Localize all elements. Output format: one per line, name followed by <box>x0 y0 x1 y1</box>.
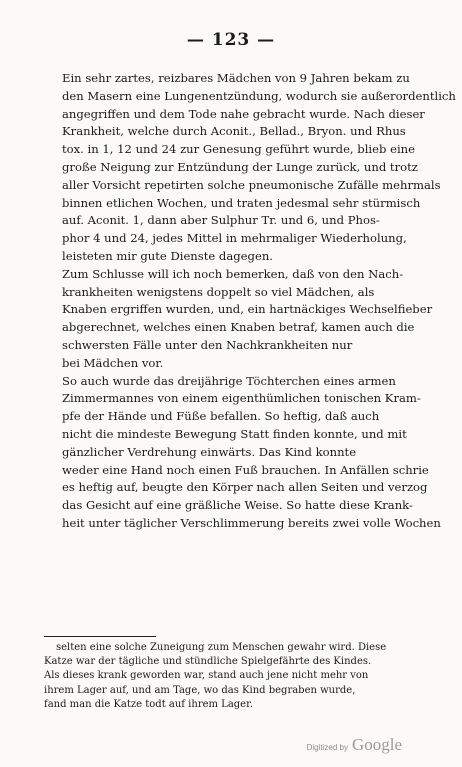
footnote <box>44 641 416 712</box>
footnote-divider <box>44 636 156 637</box>
footnote-line: fand man die Katze todt auf ihrem Lager. <box>44 698 253 710</box>
footnote-line: selten eine solche Zuneigung zum Menschen gewahr wird. Diese <box>56 642 387 653</box>
footnote-line: Als dieses krank geworden war, stand auch jene nicht mehr von <box>44 670 369 682</box>
google-logo: Google <box>351 735 402 754</box>
text-line: weder eine Hand noch einen Fuß brauchen. In Anfällen schrie <box>62 462 429 477</box>
footnote-line: ihrem Lager auf, und am Tage, wo das Kind begraben wurde, <box>44 684 356 696</box>
text-line: aller Vorsicht repetirten solche pneumonische Zufälle mehrmals <box>62 177 441 192</box>
paragraph-1 <box>44 70 456 266</box>
text-line: Zimmermannes von einem eigenthümlichen tonischen Kram- <box>62 391 421 406</box>
paragraph-3 <box>44 373 441 533</box>
text-line: So auch wurde das dreijährige Töchterchen eines armen <box>62 373 396 388</box>
text-line: leisteten mir gute Dienste dagegen. <box>62 248 273 263</box>
text-line: Ein sehr zartes, reizbares Mädchen von 9 Jahren bekam zu <box>62 71 410 85</box>
footnote-line: Katze war der tägliche und stündliche Spielgefährte des Kindes. <box>44 656 372 668</box>
text-line: bei Mädchen vor. <box>62 355 164 370</box>
text-line: krankheiten wenigstens doppelt so viel Mädchen, als <box>62 284 375 299</box>
text-line: binnen etlichen Wochen, und traten jedesmal sehr stürmisch <box>62 195 421 210</box>
page-number: — 123 — <box>186 30 276 50</box>
text-line: nicht die mindeste Bewegung Statt finden konnte, und mit <box>62 426 407 441</box>
text-line: phor 4 und 24, jedes Mittel in mehrmaliger Wiederholung, <box>62 231 407 246</box>
text-line: pfe der Hände und Füße befallen. So heftig, daß auch <box>62 409 380 424</box>
paragraph-2 <box>44 266 433 373</box>
text-line: das Gesicht auf eine gräßliche Weise. So hatte diese Krank- <box>62 498 413 513</box>
text-line: gänzlicher Verdrehung einwärts. Das Kind konnte <box>62 444 357 459</box>
digitized-label: Digitized by <box>306 743 348 752</box>
text-line: große Neigung zur Entzündung der Lunge zurück, und trotz <box>62 159 418 174</box>
main-text <box>44 70 456 533</box>
digitized-watermark <box>307 735 402 755</box>
text-line: angegriffen und dem Tode nahe gebracht wurde. Nach dieser <box>62 106 425 121</box>
text-line: auf. Aconit. 1, dann aber Sulphur Tr. und 6, und Phos- <box>62 213 380 228</box>
text-line: Zum Schlusse will ich noch bemerken, daß von den Nach- <box>62 266 404 281</box>
text-line: abgerechnet, welches einen Knaben betraf, kamen auch die <box>62 320 415 335</box>
text-line: den Masern eine Lungenentzündung, wodurch sie außerordentlich <box>62 88 456 103</box>
text-line: heit unter täglicher Verschlimmerung bereits zwei volle Wochen <box>62 515 441 530</box>
text-line: Knaben ergriffen wurden, und, ein hartnäckiges Wechselfieber <box>62 302 433 317</box>
text-line: es heftig auf, beugte den Körper nach allen Seiten und verzog <box>62 480 428 495</box>
text-line: schwersten Fälle unter den Nachkrankheiten nur <box>62 337 353 352</box>
text-line: Krankheit, welche durch Aconit., Bellad., Bryon. und Rhus <box>62 124 406 139</box>
text-line: tox. in 1, 12 und 24 zur Genesung geführt wurde, blieb eine <box>62 142 415 157</box>
